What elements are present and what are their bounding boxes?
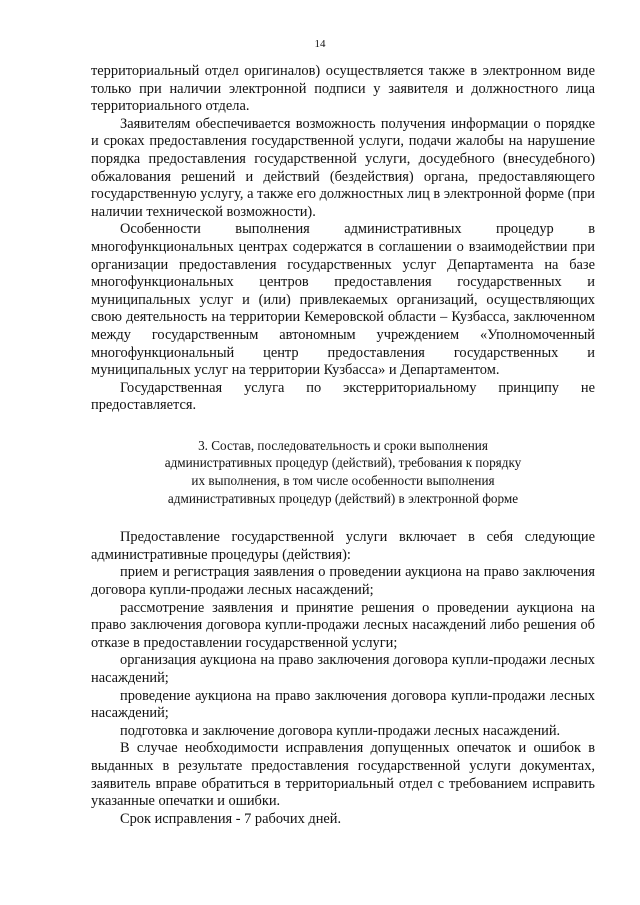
list-item: проведение аукциона на право заключения договора купли-продажи лесных насаждений; xyxy=(91,687,595,722)
page-number: 14 xyxy=(314,38,326,50)
list-item: организация аукциона на право заключения договора купли-продажи лесных насаждений; xyxy=(91,652,595,686)
section-heading xyxy=(91,437,595,507)
list-item: подготовка и заключение договора купли-продажи лесных насаждений. xyxy=(120,722,561,739)
paragraph: Особенности выполнения административных процедур в многофункциональных центрах содержатся в соглашении о взаимодействии при организации предоставления государственных услуг Департамента на базе многофункциональных центров предоставления государственных и муниципальных услуг и (или) привлекаемых организаций, осуществляющих свою деятельность на территории Кемеровской области – Кузбасса, заключенном между государственным автономным учреждением «Уполномоченный многофункциональный центр предоставления государственных и муниципальных услуг на территории Кузбасса» и Департаментом. xyxy=(91,221,595,379)
document-body xyxy=(91,63,595,828)
paragraph: территориальный отдел оригиналов) осуществляется также в электронном виде только при наличии электронной подписи у заявителя и должностного лица территориального отдела. xyxy=(91,63,595,115)
paragraph: В случае необходимости исправления допущенных опечаток и ошибок в выданных в результате предоставления государственной услуги документах, заявитель вправе обратиться в территориальный отдел с требованием исправить указанные опечатки и ошибки. xyxy=(91,740,595,810)
section-heading-line: административных процедур (действий), требования к порядку xyxy=(164,455,522,471)
paragraph: Государственная услуга по экстерриториальному принципу не предоставляется. xyxy=(91,379,595,414)
paragraph: Срок исправления - 7 рабочих дней. xyxy=(120,810,342,827)
list-item: рассмотрение заявления и принятие решения о проведении аукциона на право заключения договора купли-продажи лесных насаждений либо решения об отказе в предоставлении государственной услуги; xyxy=(91,599,595,651)
list-item: прием и регистрация заявления о проведении аукциона на право заключения договора купли-продажи лесных насаждений; xyxy=(91,564,595,599)
section-heading-line: их выполнения, в том числе особенности выполнения xyxy=(191,473,495,489)
section-heading-line: 3. Состав, последовательность и сроки выполнения xyxy=(198,437,488,453)
paragraph: Предоставление государственной услуги включает в себя следующие административные процедуры (действия): xyxy=(91,529,595,563)
section-heading-line: административных процедур (действий) в электронной форме xyxy=(167,490,519,506)
paragraph: Заявителям обеспечивается возможность получения информации о порядке и сроках предоставления государственной услуги, подачи жалобы на нарушение порядка предоставления государственной услуги, досудебного (внесудебного) обжалования решений и действий (бездействия) органа, предоставляющего государственную услугу, а также его должностных лиц в электронной форме (при наличии технической возможности). xyxy=(91,115,595,220)
